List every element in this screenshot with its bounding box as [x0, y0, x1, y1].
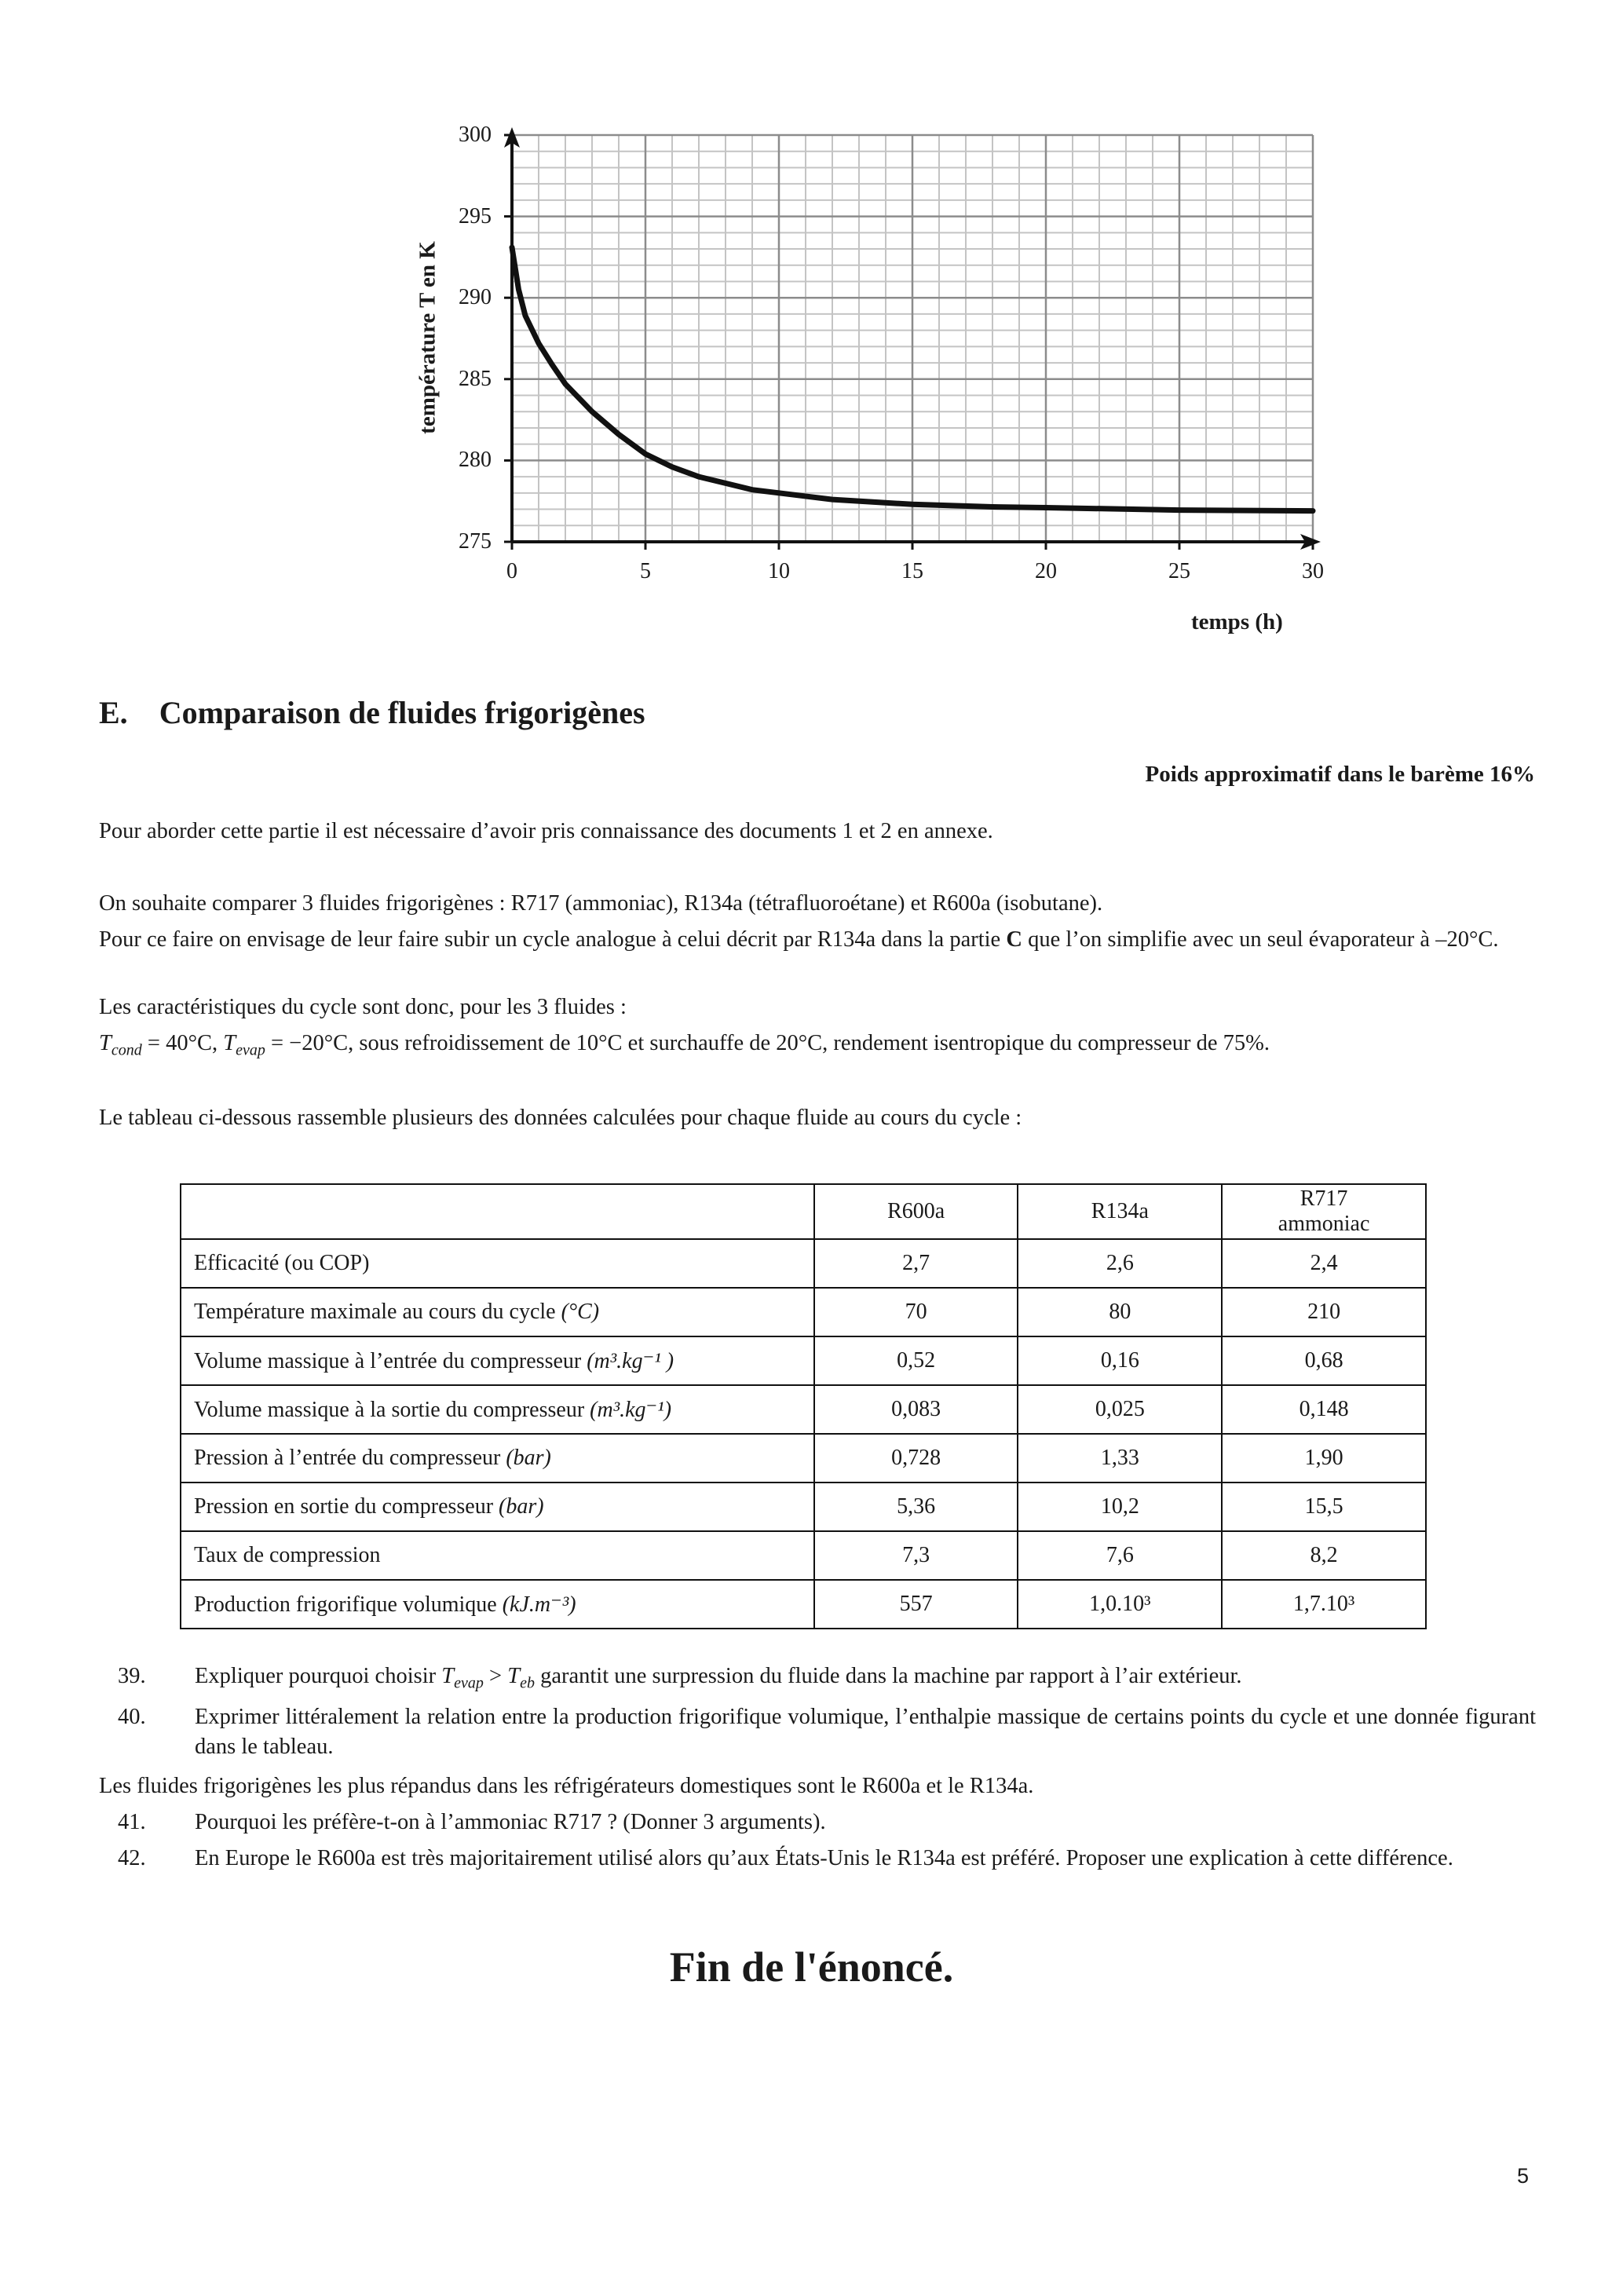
- question-41: [99, 1808, 1536, 1837]
- subscript-evap: evap: [236, 1041, 265, 1059]
- x-tick-0: 0: [506, 559, 517, 583]
- paragraph-cycle-text-a: Pour ce faire on envisage de leur faire subir un cycle analogue à celui décrit par R134a dans la partie: [99, 927, 1007, 952]
- cell-r134a: 0,16: [1018, 1336, 1222, 1385]
- question-text: En Europe le R600a est très majoritairement utilisé alors qu’aux États-Unis le R134a est préféré. Proposer une explication à cette différence.: [195, 1846, 1453, 1870]
- y-tick-300: 300: [459, 122, 492, 147]
- cell-r717: 8,2: [1222, 1531, 1426, 1580]
- row-label: Efficacité (ou COP): [181, 1239, 814, 1288]
- cell-r717: 15,5: [1222, 1483, 1426, 1531]
- row-label: Production frigorifique volumique (kJ.m⁻³): [181, 1580, 814, 1629]
- part-c-reference: C: [1006, 927, 1022, 952]
- table-header-row: [181, 1184, 1426, 1239]
- paragraph-domestic-fluids: Les fluides frigorigènes les plus répandus dans les réfrigérateurs domestiques sont le R600a et le R134a.: [99, 1774, 1034, 1798]
- math-T-evap: T: [223, 1031, 236, 1055]
- cell-r600a: 0,083: [814, 1385, 1018, 1434]
- y-tick-290: 290: [459, 285, 492, 309]
- tcond-value: = 40°C,: [141, 1031, 224, 1055]
- paragraph-characteristics: Les caractéristiques du cycle sont donc, pour les 3 fluides :: [99, 995, 627, 1019]
- table-row: [181, 1483, 1426, 1531]
- table-row: [181, 1531, 1426, 1580]
- x-tick-5: 5: [640, 559, 651, 583]
- table-row: [181, 1239, 1426, 1288]
- y-tick-280: 280: [459, 448, 492, 472]
- grading-weight: Poids approximatif dans le barème 16%: [1145, 762, 1535, 787]
- question-text: Exprimer littéralement la relation entre la production frigorifique volumique, l’enthalpie massique de certains points du cycle et une donnée figurant dans le tableau.: [195, 1705, 1536, 1759]
- paragraph-cycle-params: [99, 1029, 1270, 1066]
- r717-sublabel: ammoniac: [1278, 1212, 1370, 1236]
- cell-r134a: 1,0.10³: [1018, 1580, 1222, 1629]
- end-of-statement-title: Fin de l'énoncé.: [669, 1943, 954, 1991]
- chart-major-grid: [512, 135, 1313, 542]
- x-tick-20: 20: [1035, 559, 1057, 583]
- table-header-r717: [1222, 1184, 1426, 1239]
- cell-r600a: 70: [814, 1288, 1018, 1336]
- cell-r717: 210: [1222, 1288, 1426, 1336]
- paragraph-cycle-text-b: que l’on simplifie avec un seul évaporateur à –20°C.: [1022, 927, 1499, 952]
- question-number: 41.: [118, 1810, 146, 1834]
- x-tick-10: 10: [768, 559, 790, 583]
- section-title: Comparaison de fluides frigorigènes: [159, 695, 645, 730]
- x-axis-title: temps (h): [1191, 609, 1283, 634]
- row-label: Pression à l’entrée du compresseur (bar): [181, 1434, 814, 1483]
- cell-r134a: 80: [1018, 1288, 1222, 1336]
- paragraph-cycle: [99, 925, 1536, 955]
- axis-ticks: [504, 135, 1313, 550]
- row-label: Taux de compression: [181, 1531, 814, 1580]
- row-label: Pression en sortie du compresseur (bar): [181, 1483, 814, 1531]
- question-text: Expliquer pourquoi choisir $T_{evap} > T_{eb}$ garantit une surpression du fluide dans la machine par rapport à l’air extérieur.: [195, 1664, 1242, 1692]
- table-row: [181, 1580, 1426, 1629]
- cell-r717: 1,90: [1222, 1434, 1426, 1483]
- y-tick-285: 285: [459, 367, 492, 391]
- cell-r600a: 0,728: [814, 1434, 1018, 1483]
- paragraph-fluids: On souhaite comparer 3 fluides frigorigènes : R717 (ammoniac), R134a (tétrafluoroétane) et R600a (isobutane).: [99, 891, 1103, 916]
- y-tick-275: 275: [459, 529, 492, 554]
- question-40: [99, 1702, 1536, 1762]
- cell-r717: 1,7.10³: [1222, 1580, 1426, 1629]
- cycle-params-rest: , sous refroidissement de 10°C et surchauffe de 20°C, rendement isentropique du compresseur de 75%.: [348, 1031, 1270, 1055]
- question-42: [99, 1844, 1536, 1874]
- question-39: [99, 1662, 1536, 1698]
- row-label: Volume massique à l’entrée du compresseur (m³.kg⁻¹ ): [181, 1336, 814, 1385]
- x-tick-15: 15: [901, 559, 923, 583]
- x-tick-25: 25: [1168, 559, 1190, 583]
- math-T-cond: T: [99, 1031, 111, 1055]
- cell-r600a: 5,36: [814, 1483, 1018, 1531]
- question-number: 42.: [118, 1846, 146, 1870]
- cell-r134a: 7,6: [1018, 1531, 1222, 1580]
- table-row: [181, 1336, 1426, 1385]
- fluids-comparison-table: [180, 1183, 1427, 1629]
- table-row: [181, 1385, 1426, 1434]
- row-label: Volume massique à la sortie du compresseur (m³.kg⁻¹): [181, 1385, 814, 1434]
- cell-r134a: 0,025: [1018, 1385, 1222, 1434]
- section-heading: [99, 694, 645, 731]
- cell-r600a: 0,52: [814, 1336, 1018, 1385]
- paragraph-table-intro: Le tableau ci-dessous rassemble plusieurs des données calculées pour chaque fluide au cours du cycle :: [99, 1106, 1022, 1130]
- tevap-value: = −20°C: [265, 1031, 349, 1055]
- table-header-r600a: R600a: [814, 1184, 1018, 1239]
- cell-r717: 0,148: [1222, 1385, 1426, 1434]
- table-header-r134a: R134a: [1018, 1184, 1222, 1239]
- table-row: [181, 1434, 1426, 1483]
- cell-r134a: 1,33: [1018, 1434, 1222, 1483]
- cell-r134a: 2,6: [1018, 1239, 1222, 1288]
- section-letter: E.: [99, 695, 128, 730]
- y-axis-title: température T en K: [415, 241, 440, 434]
- question-number: 39.: [118, 1664, 146, 1688]
- page-number: 5: [1517, 2164, 1530, 2188]
- table-row: [181, 1288, 1426, 1336]
- x-tick-30: 30: [1302, 559, 1324, 583]
- chart-plot-area: [0, 0, 1623, 660]
- subscript-cond: cond: [111, 1041, 142, 1059]
- paragraph-prerequisite: Pour aborder cette partie il est nécessaire d’avoir pris connaissance des documents 1 et 2 en annexe.: [99, 819, 993, 843]
- cell-r717: 0,68: [1222, 1336, 1426, 1385]
- cell-r600a: 7,3: [814, 1531, 1018, 1580]
- cell-r600a: 2,7: [814, 1239, 1018, 1288]
- table-header-empty: [181, 1184, 814, 1239]
- question-number: 40.: [118, 1705, 146, 1729]
- cell-r600a: 557: [814, 1580, 1018, 1629]
- r717-label: R717: [1299, 1186, 1348, 1211]
- cell-r717: 2,4: [1222, 1239, 1426, 1288]
- cell-r134a: 10,2: [1018, 1483, 1222, 1531]
- y-tick-295: 295: [459, 204, 492, 229]
- question-text: Pourquoi les préfère-t-on à l’ammoniac R717 ? (Donner 3 arguments).: [195, 1810, 826, 1834]
- row-label: Température maximale au cours du cycle (°C): [181, 1288, 814, 1336]
- temperature-chart: [0, 0, 1623, 660]
